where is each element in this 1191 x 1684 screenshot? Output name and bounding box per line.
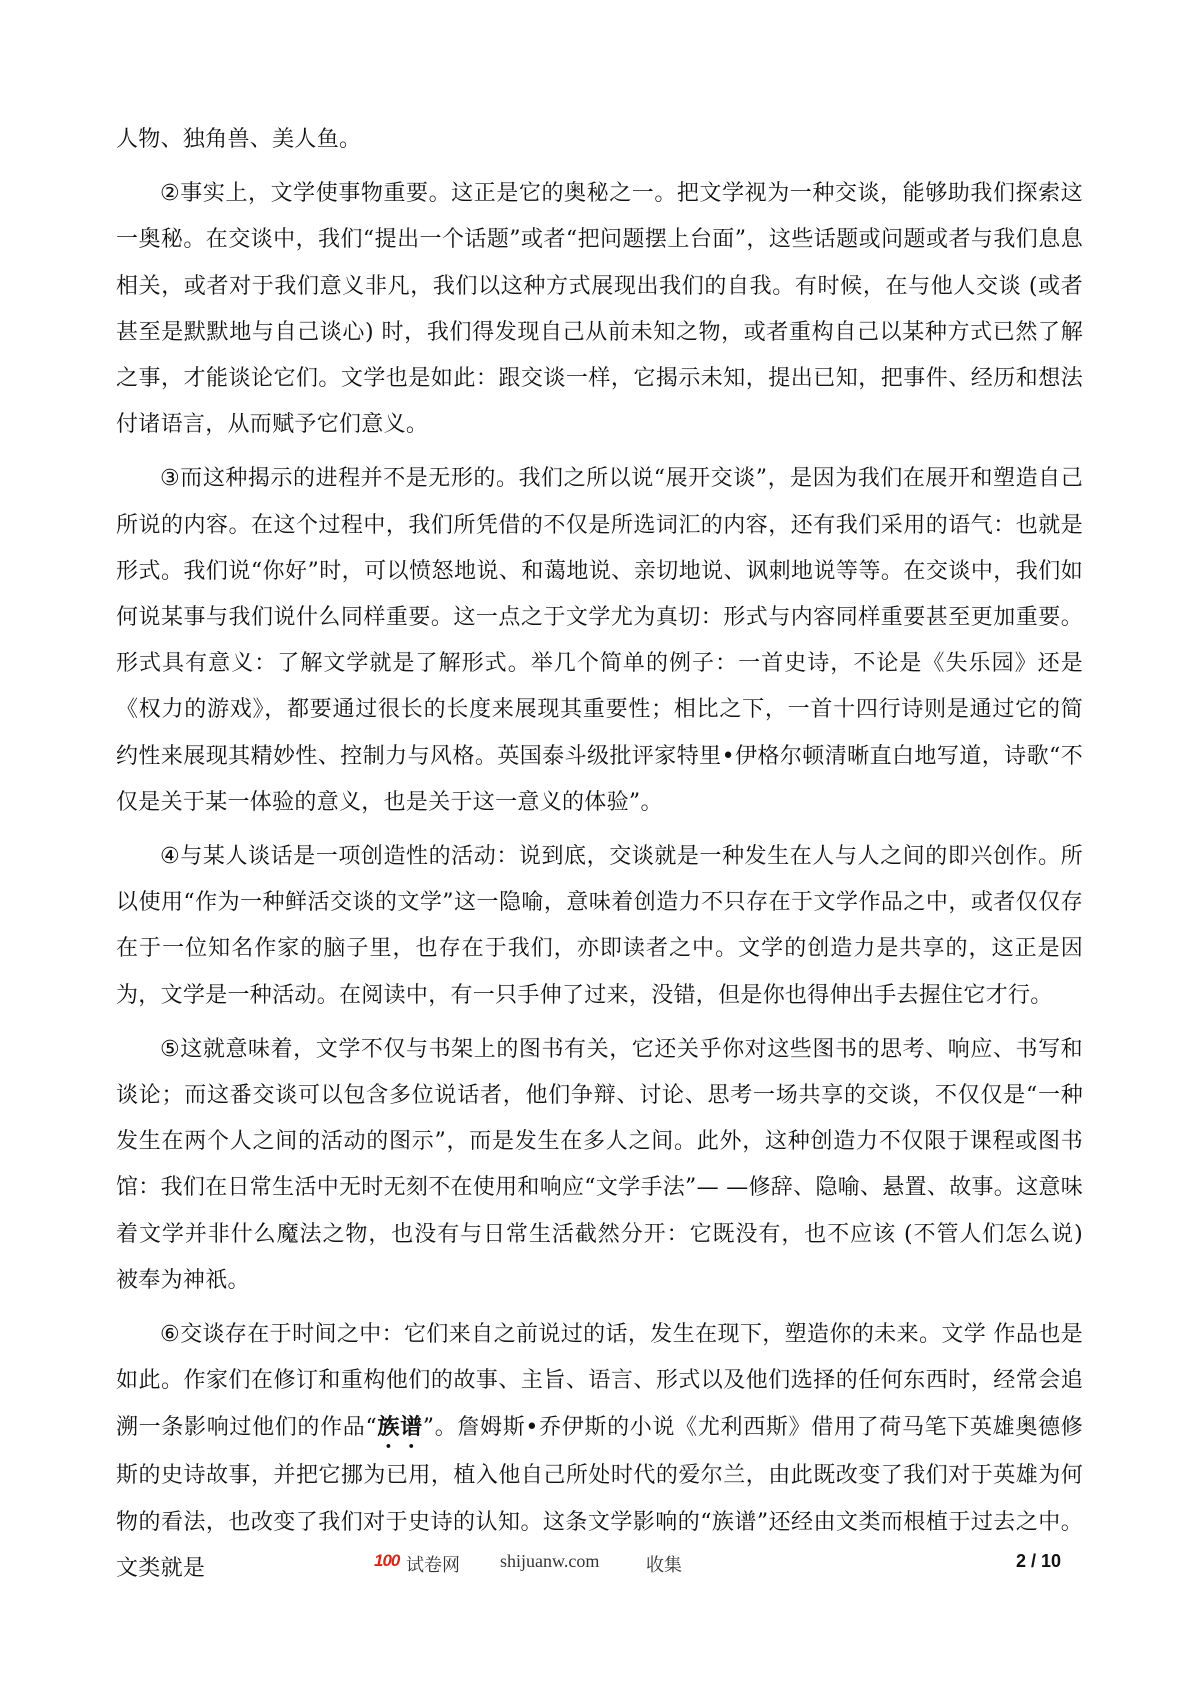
- paragraph-text: 这就意味着，文学不仅与书架上的图书有关，它还关乎你对这些图书的思考、响应、书写和谈论；而这番交谈可以包含多位说话者，他们争辩、讨论、思考一场共享的交谈，不仅仅是“一种发生在两个人之间的活动的图示”，而是发生在多人之间。此外，这种创造力不仅限于课程或图书馆：我们在日常生活中无时无刻不在使用和响应“文学手法”— —修辞、隐喻、悬置、故事。这意味着文学并非什么魔法之物，也没有与日常生活截然分开：它既没有，也不应该 (不管人们怎么说) 被奉为神祇。: [116, 1036, 1083, 1293]
- paragraph-text: 人物、独角兽、美人鱼。: [116, 127, 362, 152]
- paragraph-text: 事实上，文学使事物重要。这正是它的奥秘之一。把文学视为一种交谈，能够助我们探索这一奥秘。在交谈中，我们“提出一个话题”或者“把问题摆上台面”，这些话题或问题或者与我们息息相关，或者对于我们意义非凡，我们以这种方式展现出我们的自我。有时候，在与他人交谈 (或者甚至是默默地与自己谈心) 时，我们得发现自己从前未知之物，或者重构自己以某种方式已然了解之事，才能谈论它们。文学也是如此：跟交谈一样，它揭示未知，提出已知，把事件、经历和想法付诸语言，从而赋予它们意义。: [116, 181, 1083, 438]
- paragraph-4: [116, 834, 1083, 1019]
- emphasized-term: 族谱: [377, 1414, 423, 1441]
- collect-label: 收集: [646, 1555, 682, 1575]
- paragraph-continuation: [116, 117, 1083, 163]
- paragraph-text: 交谈存在于时间之中：它们来自之前说过的话，发生在现下，塑造你的未来。文学 作品也是如此。作家们在修订和重构他们的故事、主旨、语言、形式以及他们选择的任何东西时，经常会追溯一条影响过他们的作品“: [116, 1322, 1084, 1441]
- paragraph-text: 与某人谈话是一项创造性的活动：说到底，交谈就是一种发生在人与人之间的即兴创作。所以使用“作为一种鲜活交谈的文学”这一隐喻，意味着创造力不只存在于文学作品之中，或者仅仅存在于一位知名作家的脑子里，也存在于我们，亦即读者之中。文学的创造力是共享的，这正是因为，文学是一种活动。在阅读中，有一只手伸了过来，没错，但是你也得伸出手去握住它才行。: [116, 844, 1083, 1008]
- paragraph-number: ③: [160, 466, 181, 492]
- paragraph-text: ”。詹姆斯•乔伊斯的小说《尤利西斯》借用了荷马笔下英雄奥德修斯的史诗故事，并把它挪为已用，植入他自己所处时代的爱尔兰，由此既改变了我们对于英雄为何物的看法，也改变了我们对于史诗的认知。这条文学影响的“族谱”还经由文类而根植于过去之中。文类就是: [116, 1415, 1083, 1581]
- paragraph-number: ⑤: [160, 1036, 181, 1062]
- paragraph-number: ④: [160, 844, 181, 870]
- paragraph-5: [116, 1027, 1083, 1304]
- paragraph-text: 而这种揭示的进程并不是无形的。我们之所以说“展开交谈”，是因为我们在展开和塑造自己所说的内容。在这个过程中，我们所凭借的不仅是所选词汇的内容，还有我们采用的语气：也就是形式。我们说“你好”时，可以愤怒地说、和蔼地说、亲切地说、讽刺地说等等。在交谈中，我们如何说某事与我们说什么同样重要。这一点之于文学尤为真切：形式与内容同样重要甚至更加重要。形式具有意义：了解文学就是了解形式。举几个简单的例子：一首史诗，不论是《失乐园》还是《权力的游戏》，都要通过很长的长度来展现其重要性；相比之下，一首十四行诗则是通过它的简约性来展现其精妙性、控制力与风格。英国泰斗级批评家特里•伊格尔顿清晰直白地写道，诗歌“不仅是关于某一体验的意义，也是关于这一意义的体验”。: [116, 466, 1084, 815]
- site-brand: 试卷网: [406, 1555, 460, 1575]
- article-body: [116, 117, 1083, 1600]
- paragraph-3: [116, 456, 1083, 826]
- paragraph-2: [116, 171, 1083, 448]
- paragraph-number: ②: [160, 181, 181, 207]
- site-logo: 100: [374, 1551, 400, 1570]
- page-footer: [0, 1551, 1191, 1581]
- paragraph-number: ⑥: [160, 1322, 181, 1348]
- site-url: shijuanw.com: [500, 1551, 600, 1571]
- page-number: 2 / 10: [1015, 1551, 1061, 1571]
